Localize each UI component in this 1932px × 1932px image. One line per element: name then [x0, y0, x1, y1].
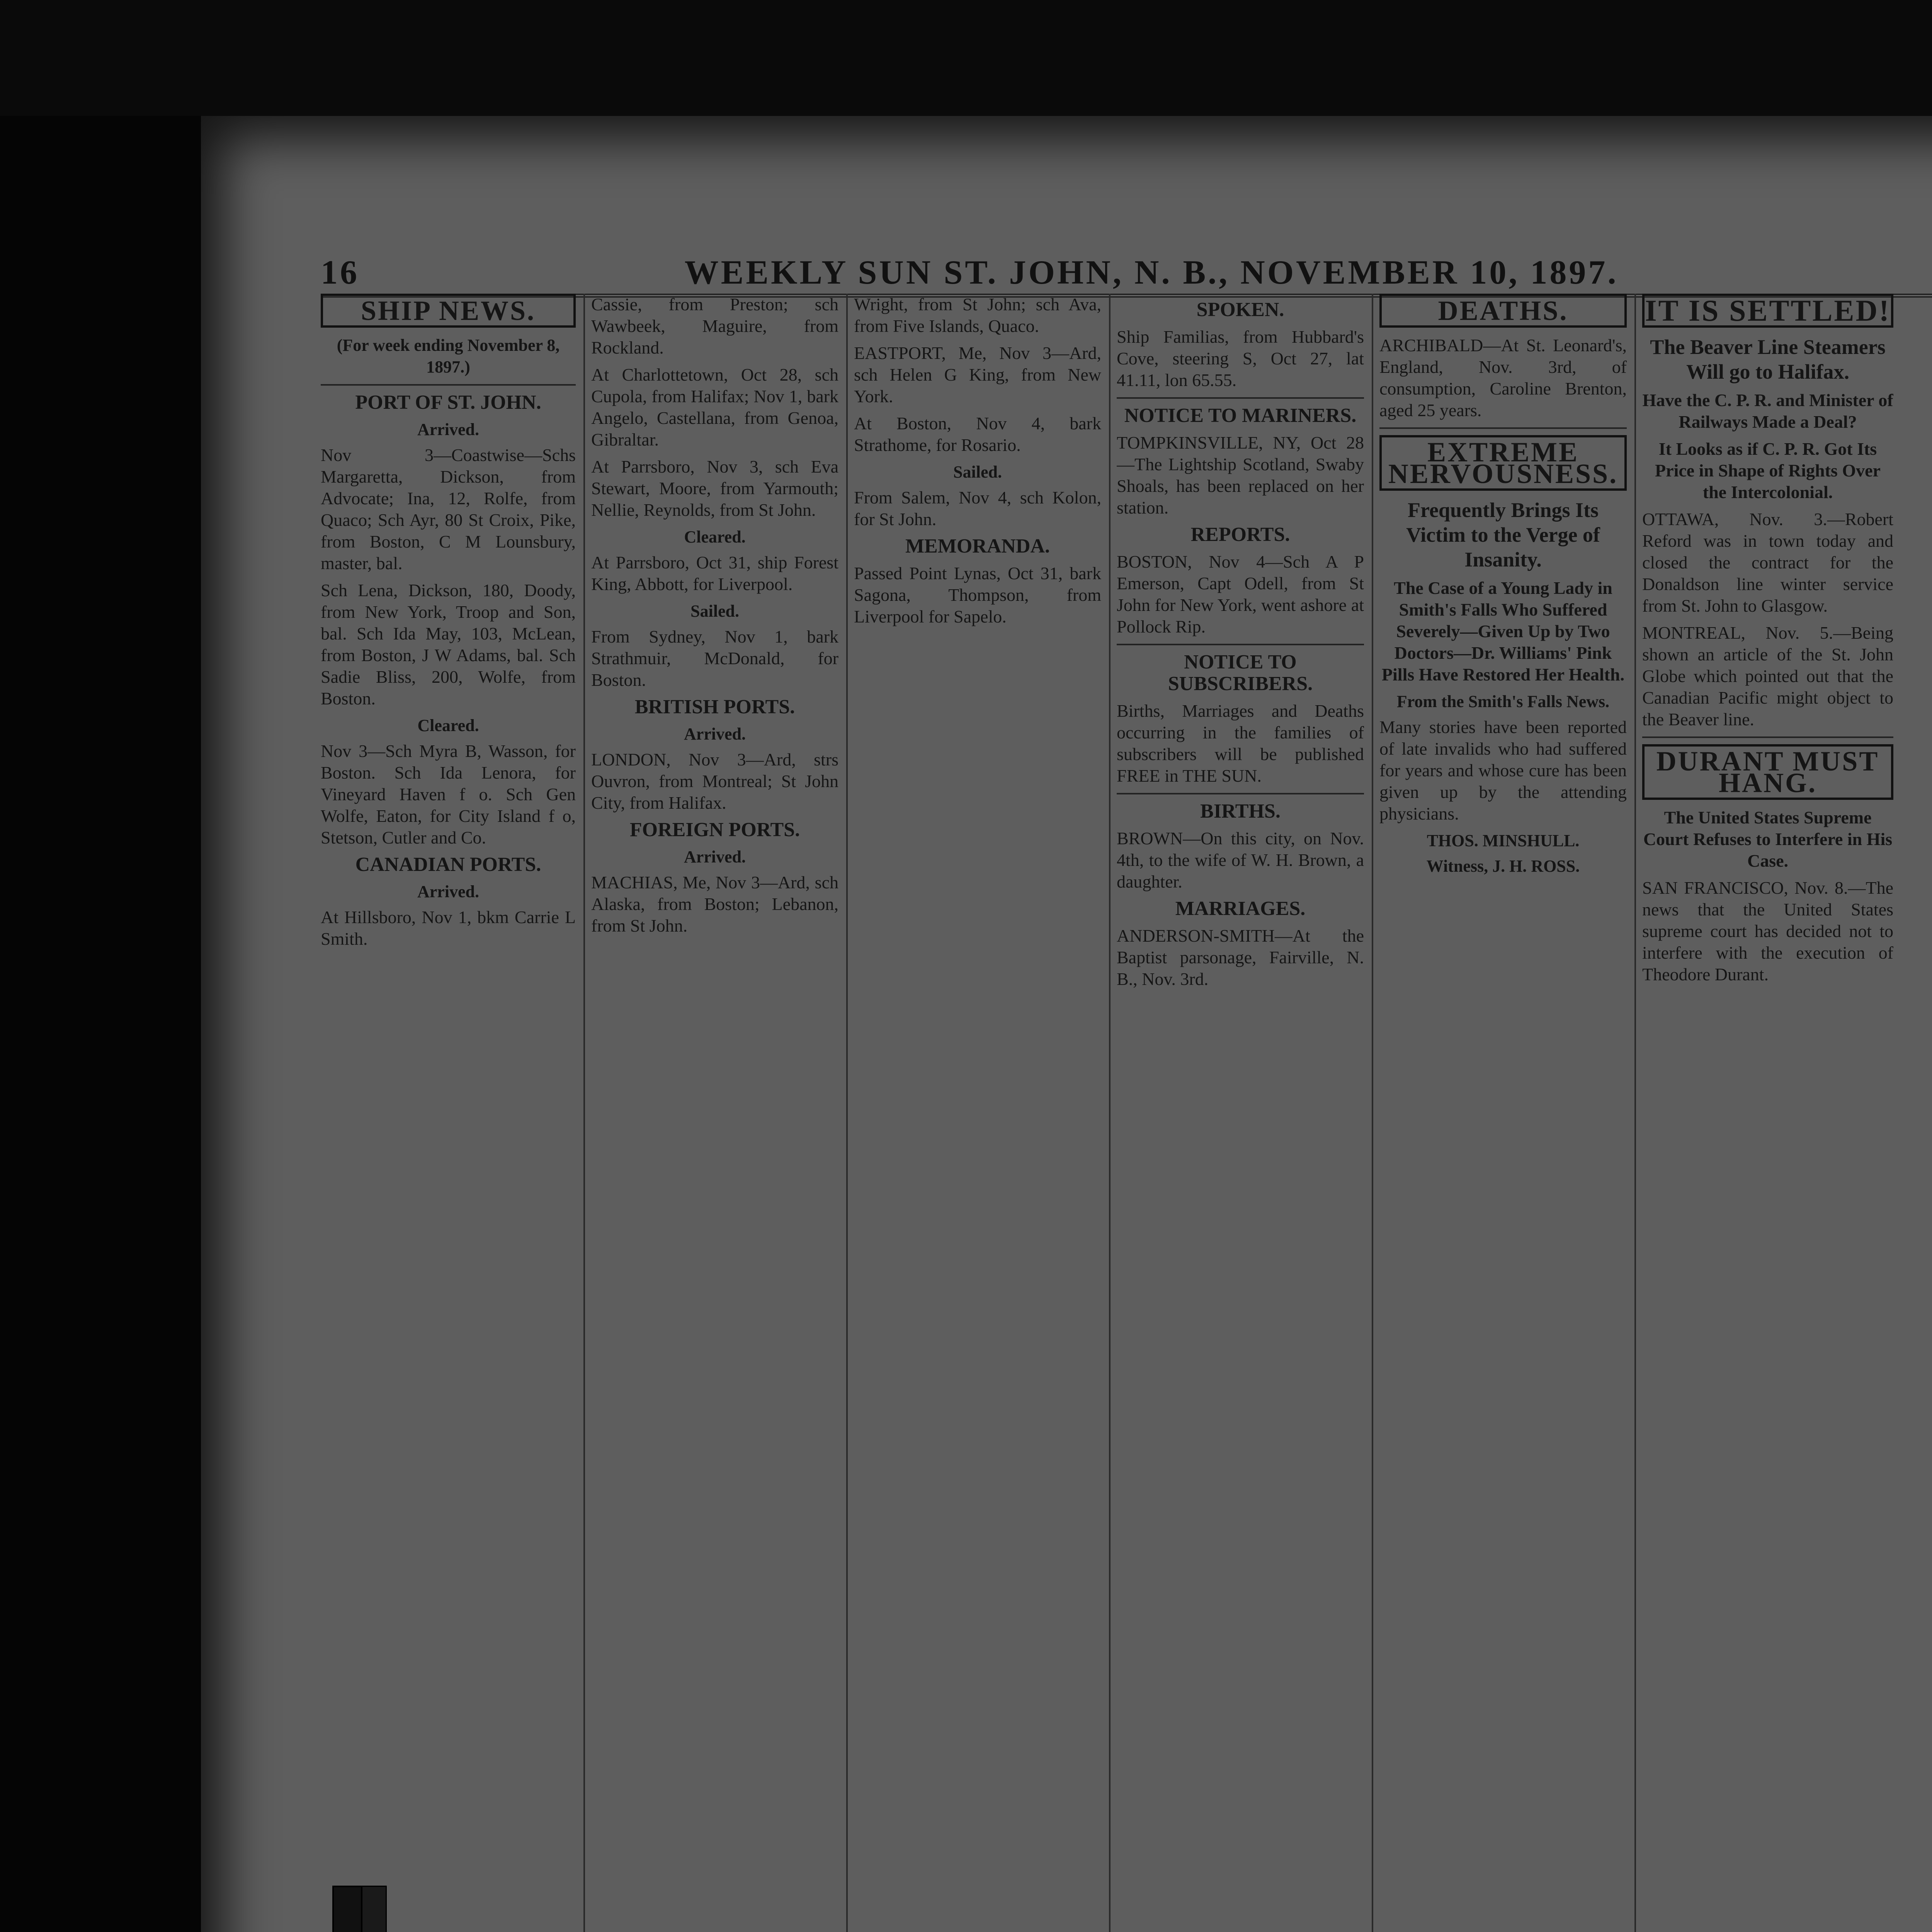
column-notices: [1117, 294, 1364, 1932]
memoranda-heading: MEMORANDA.: [905, 535, 1050, 557]
rule: [1117, 793, 1364, 794]
column-rule: [1372, 294, 1373, 1932]
births-heading: BIRTHS.: [1200, 800, 1281, 822]
arrivals-paragraph: Sch Lena, Dickson, 180, Doody, from New York, Troop and Son, bal. Sch Ida May, 103, McLean, from Boston, J W Adams, bal. Sch Sadie Bliss, 200, Wolfe, from Boston.: [321, 580, 576, 708]
deaths-heading: DEATHS.: [1379, 294, 1627, 328]
extreme-deck: The Case of a Young Lady in Smith's Falls Who Suffered Severely—Given Up by Two Doctors—Dr. Williams' Pink Pills Have Restored Her Health.: [1381, 578, 1625, 684]
marriages-heading: MARRIAGES.: [1175, 898, 1306, 920]
foreign-paragraph: From Salem, Nov 4, sch Kolon, for St John.: [854, 488, 1101, 529]
canadian-arrived-heading: Arrived.: [417, 882, 480, 901]
foreign-ports-heading: FOREIGN PORTS.: [629, 819, 800, 841]
arrivals-paragraph: Nov 3—Coastwise—Schs Margaretta, Dickson, from Advocate; Ina, 12, Rolfe, from Quaco; Sch Ayr, 80 St Croix, Pike, from Boston, C M Lounsbury, master, bal.: [321, 445, 576, 573]
settled-deck: The Beaver Line Steamers Will go to Halifax.: [1650, 335, 1886, 383]
scan-border-top: [0, 0, 1932, 116]
reports-heading: REPORTS.: [1190, 524, 1290, 546]
durant-paragraph: SAN FRANCISCO, Nov. 8.—The news that the United States supreme court has decided not to interfere with the execution of Theodore Durant.: [1642, 878, 1893, 984]
marriages-paragraph: ANDERSON-SMITH—At the Baptist parsonage, Fairville, N. B., Nov. 3rd.: [1117, 926, 1364, 989]
column-rule: [1634, 294, 1636, 1932]
witness: Witness, J. H. ROSS.: [1426, 857, 1580, 876]
ports-paragraph: From Sydney, Nov 1, bark Strathmuir, McDonald, for Boston.: [591, 627, 838, 690]
british-arrived-heading: Arrived.: [684, 724, 746, 743]
cleared-paragraph: Nov 3—Sch Myra B, Wasson, for Boston. Sch Ida Lenora, for Vineyard Haven f o. Sch Gen Wolfe, Eaton, for City Island f o, Stetson, Cutler and Co.: [321, 741, 576, 847]
column-ship-news: [321, 294, 576, 1839]
foreign-paragraph: Wright, from St John; sch Ava, from Five Islands, Quaco.: [854, 294, 1101, 336]
arrived-heading: Arrived.: [417, 420, 480, 439]
column-rule: [846, 294, 848, 1932]
births-paragraph: BROWN—On this city, on Nov. 4th, to the wife of W. H. Brown, a daughter.: [1117, 828, 1364, 891]
ports-paragraph: MACHIAS, Me, Nov 3—Ard, sch Alaska, from Boston; Lebanon, from St John.: [591, 872, 838, 935]
sailed-heading: Sailed.: [690, 602, 739, 621]
spoken-heading: SPOKEN.: [1196, 299, 1284, 321]
rule: [1117, 644, 1364, 645]
rule: [321, 384, 576, 386]
library-label: [361, 1886, 387, 1932]
masthead-title: WEEKLY SUN ST. JOHN, N. B., NOVEMBER 10, 1897.: [684, 253, 1619, 291]
page-number: 16: [321, 253, 359, 291]
notice-paragraph: Births, Marriages and Deaths occurring in the families of subscribers will be published FREE in THE SUN.: [1117, 701, 1364, 786]
extreme-nervousness-heading: EXTREME NERVOUSNESS.: [1379, 435, 1627, 491]
colour-gauge: [332, 1886, 362, 1932]
notice-to-subscribers-heading: NOTICE TO SUBSCRIBERS.: [1168, 651, 1313, 695]
deaths-paragraph: ARCHIBALD—At St. Leonard's, England, Nov. 3rd, of consumption, Caroline Brenton, aged 25 years.: [1379, 335, 1627, 420]
ports-paragraph: At Parrsboro, Nov 3, sch Eva Stewart, Moore, from Yarmouth; Nellie, Reynolds, from St John.: [591, 457, 838, 520]
it-is-settled-heading: IT IS SETTLED!: [1642, 294, 1893, 328]
column-rule: [1109, 294, 1111, 1932]
column-beaver-line: [1642, 294, 1893, 1932]
column-foreign-ports: [854, 294, 1101, 1932]
ports-paragraph: LONDON, Nov 3—Ard, strs Ouvron, from Montreal; St John City, from Halifax.: [591, 750, 838, 813]
durant-heading: DURANT MUST HANG.: [1642, 744, 1893, 800]
ports-paragraph: At Charlottetown, Oct 28, sch Cupola, from Halifax; Nov 1, bark Angelo, Castellana, from Genoa, Gibraltar.: [591, 365, 838, 449]
signature: THOS. MINSHULL.: [1427, 831, 1580, 850]
column-ports: [591, 294, 838, 1932]
settled-deck: Have the C. P. R. and Minister of Railways Made a Deal?: [1642, 390, 1893, 432]
durant-deck: The United States Supreme Court Refuses to Interfere in His Case.: [1643, 808, 1893, 871]
notice-paragraph: Ship Familias, from Hubbard's Cove, steering S, Oct 27, lat 41.11, lon 65.55.: [1117, 327, 1364, 390]
masthead: [321, 251, 1932, 298]
extreme-deck: Frequently Brings Its Victim to the Verge of Insanity.: [1406, 498, 1600, 571]
notice-to-mariners-heading: NOTICE TO MARINERS.: [1124, 405, 1357, 427]
ship-news-dateline: (For week ending November 8, 1897.): [337, 336, 560, 376]
ship-news-heading: SHIP NEWS.: [321, 294, 576, 328]
column-deaths: [1379, 294, 1627, 1932]
extreme-paragraph: Many stories have been reported of late invalids who had suffered for years and whose cure has been given up by the attending physicians.: [1379, 717, 1627, 823]
cleared-heading: Cleared.: [684, 527, 746, 546]
sailed-heading: Sailed.: [953, 463, 1002, 481]
extreme-source: From the Smith's Falls News.: [1396, 692, 1610, 711]
notice-paragraph: TOMPKINSVILLE, NY, Oct 28—The Lightship Scotland, Swaby Shoals, has been replaced on her station.: [1117, 433, 1364, 517]
foreign-paragraph: EASTPORT, Me, Nov 3—Ard, sch Helen G King, from New York.: [854, 343, 1101, 406]
port-heading: PORT OF ST. JOHN.: [355, 391, 541, 413]
settled-paragraph: OTTAWA, Nov. 3.—Robert Reford was in town today and closed the contract for the Donaldson line winter service from St. John to Glasgow.: [1642, 509, 1893, 616]
gauge-square: [334, 1887, 361, 1932]
foreign-paragraph: At Boston, Nov 4, bark Strathome, for Rosario.: [854, 413, 1101, 455]
rule: [1642, 736, 1893, 738]
foreign-arrived-heading: Arrived.: [684, 847, 746, 866]
settled-deck: It Looks as if C. P. R. Got Its Price in Shape of Rights Over the Intercolonial.: [1655, 439, 1881, 502]
british-ports-heading: BRITISH PORTS.: [634, 696, 795, 718]
ports-paragraph: Cassie, from Preston; sch Wawbeek, Maguire, from Rockland.: [591, 294, 838, 357]
foreign-paragraph: Passed Point Lynas, Oct 31, bark Sagona, Thompson, from Liverpool for Sapelo.: [854, 563, 1101, 626]
rule: [1117, 397, 1364, 399]
rule: [1379, 427, 1627, 429]
settled-paragraph: MONTREAL, Nov. 5.—Being shown an article of the St. John Globe which pointed out that the Canadian Pacific might object to the Beaver line.: [1642, 623, 1893, 729]
column-rule: [583, 294, 585, 1932]
notice-paragraph: BOSTON, Nov 4—Sch A P Emerson, Capt Odell, from St John for New York, went ashore at Pollock Rip.: [1117, 552, 1364, 636]
canadian-ports-heading: CANADIAN PORTS.: [355, 854, 541, 876]
cleared-heading: Cleared.: [417, 716, 479, 735]
canadian-paragraph: At Hillsboro, Nov 1, bkm Carrie L Smith.: [321, 907, 576, 949]
ports-paragraph: At Parrsboro, Oct 31, ship Forest King, Abbott, for Liverpool.: [591, 553, 838, 594]
